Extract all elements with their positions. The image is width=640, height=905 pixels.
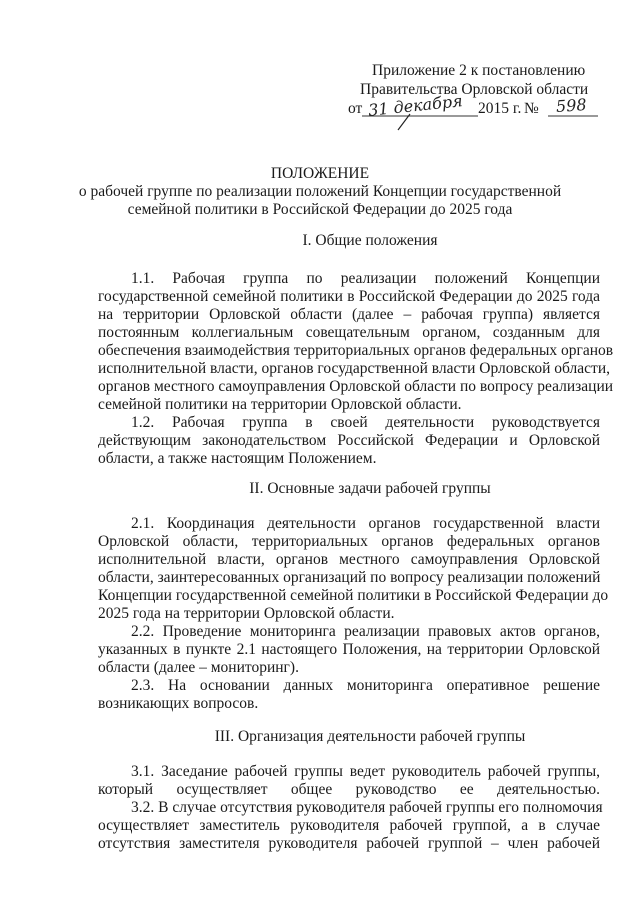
paragraph-line: 1.1. Рабочая группа по реализации положений Концепции <box>131 270 600 287</box>
handwritten-number: 598 <box>555 94 588 117</box>
date-prefix: от <box>348 100 363 117</box>
paragraph-line: исполнительной власти, органов местного самоуправления Орловской <box>98 551 600 568</box>
paragraph-line: 2.2. Проведение мониторинга реализации правовых актов органов, <box>131 623 600 640</box>
paragraph-line: области, а также настоящим Положением. <box>98 450 377 467</box>
paragraph-line: 3.2. В случае отсутствия руководителя рабочей группы его полномочия <box>131 799 603 816</box>
paragraph-line: Концепции государственной семейной политики в Российской Федерации до <box>98 587 609 604</box>
paragraph-line: 2.3. На основании данных мониторинга оперативное решение <box>131 677 600 694</box>
handwritten-date: 31 декабря <box>367 91 464 120</box>
paragraph-line: возникающих вопросов. <box>98 695 259 712</box>
paragraph-line: Орловской области, территориальных органов федеральных органов <box>98 533 600 550</box>
paragraph-line: который осуществляет общее руководство ее деятельностью. <box>98 781 600 798</box>
section-heading: II. Основные задачи рабочей группы <box>249 480 491 497</box>
paragraph-line: на территории Орловской области (далее – рабочая группа) является <box>98 306 600 323</box>
appendix-line-1: Приложение 2 к постановлению <box>372 62 586 79</box>
paragraph-line: государственной семейной политики в Российской Федерации до 2025 года <box>98 288 600 305</box>
paragraph-line: обеспечения взаимодействия территориальных органов федеральных органов <box>98 342 614 359</box>
paragraph-line: указанных в пункте 2.1 настоящего Положения, на территории Орловской <box>98 641 600 658</box>
paragraph-line: исполнительной власти, органов государственной власти Орловской области, <box>98 360 610 377</box>
paragraph-line: осуществляет заместитель руководителя рабочей группой, а в случае <box>98 817 600 834</box>
paragraph-line: 1.2. Рабочая группа в своей деятельности руководствуется <box>131 414 600 431</box>
paragraph-line: отсутствия заместителя руководителя рабочей группой – член рабочей <box>98 835 600 852</box>
paragraph-line: органов местного самоуправления Орловской области по вопросу реализации <box>98 378 614 395</box>
document-subtitle-line-2: семейной политики в Российской Федерации до 2025 года <box>127 201 513 218</box>
number-prefix: № <box>524 100 539 117</box>
appendix-line-2: Правительства Орловской области <box>360 81 589 98</box>
document-subtitle-line-1: о рабочей группе по реализации положений Концепции государственной <box>78 183 562 200</box>
paragraph-line: постоянным коллегиальным совещательным органом, созданным для <box>98 324 600 341</box>
section-heading: III. Организация деятельности рабочей группы <box>214 728 526 745</box>
paragraph-line: 3.1. Заседание рабочей группы ведет руководитель рабочей группы, <box>131 763 600 780</box>
paragraph-line: области, заинтересованных организаций по вопросу реализации положений <box>98 569 601 586</box>
paragraph-line: 2.1. Координация деятельности органов государственной власти <box>131 515 600 532</box>
paragraph-line: 2025 года на территории Орловской области. <box>98 605 395 622</box>
appendix-year: 2015 г. <box>478 100 522 117</box>
section-heading: I. Общие положения <box>302 232 438 249</box>
document-title: ПОЛОЖЕНИЕ <box>270 165 370 182</box>
paragraph-line: действующим законодательством Российской Федерации и Орловской <box>98 432 600 449</box>
paragraph-line: области (далее – мониторинг). <box>98 659 299 676</box>
paragraph-line: семейной политики на территории Орловской области. <box>98 396 462 413</box>
